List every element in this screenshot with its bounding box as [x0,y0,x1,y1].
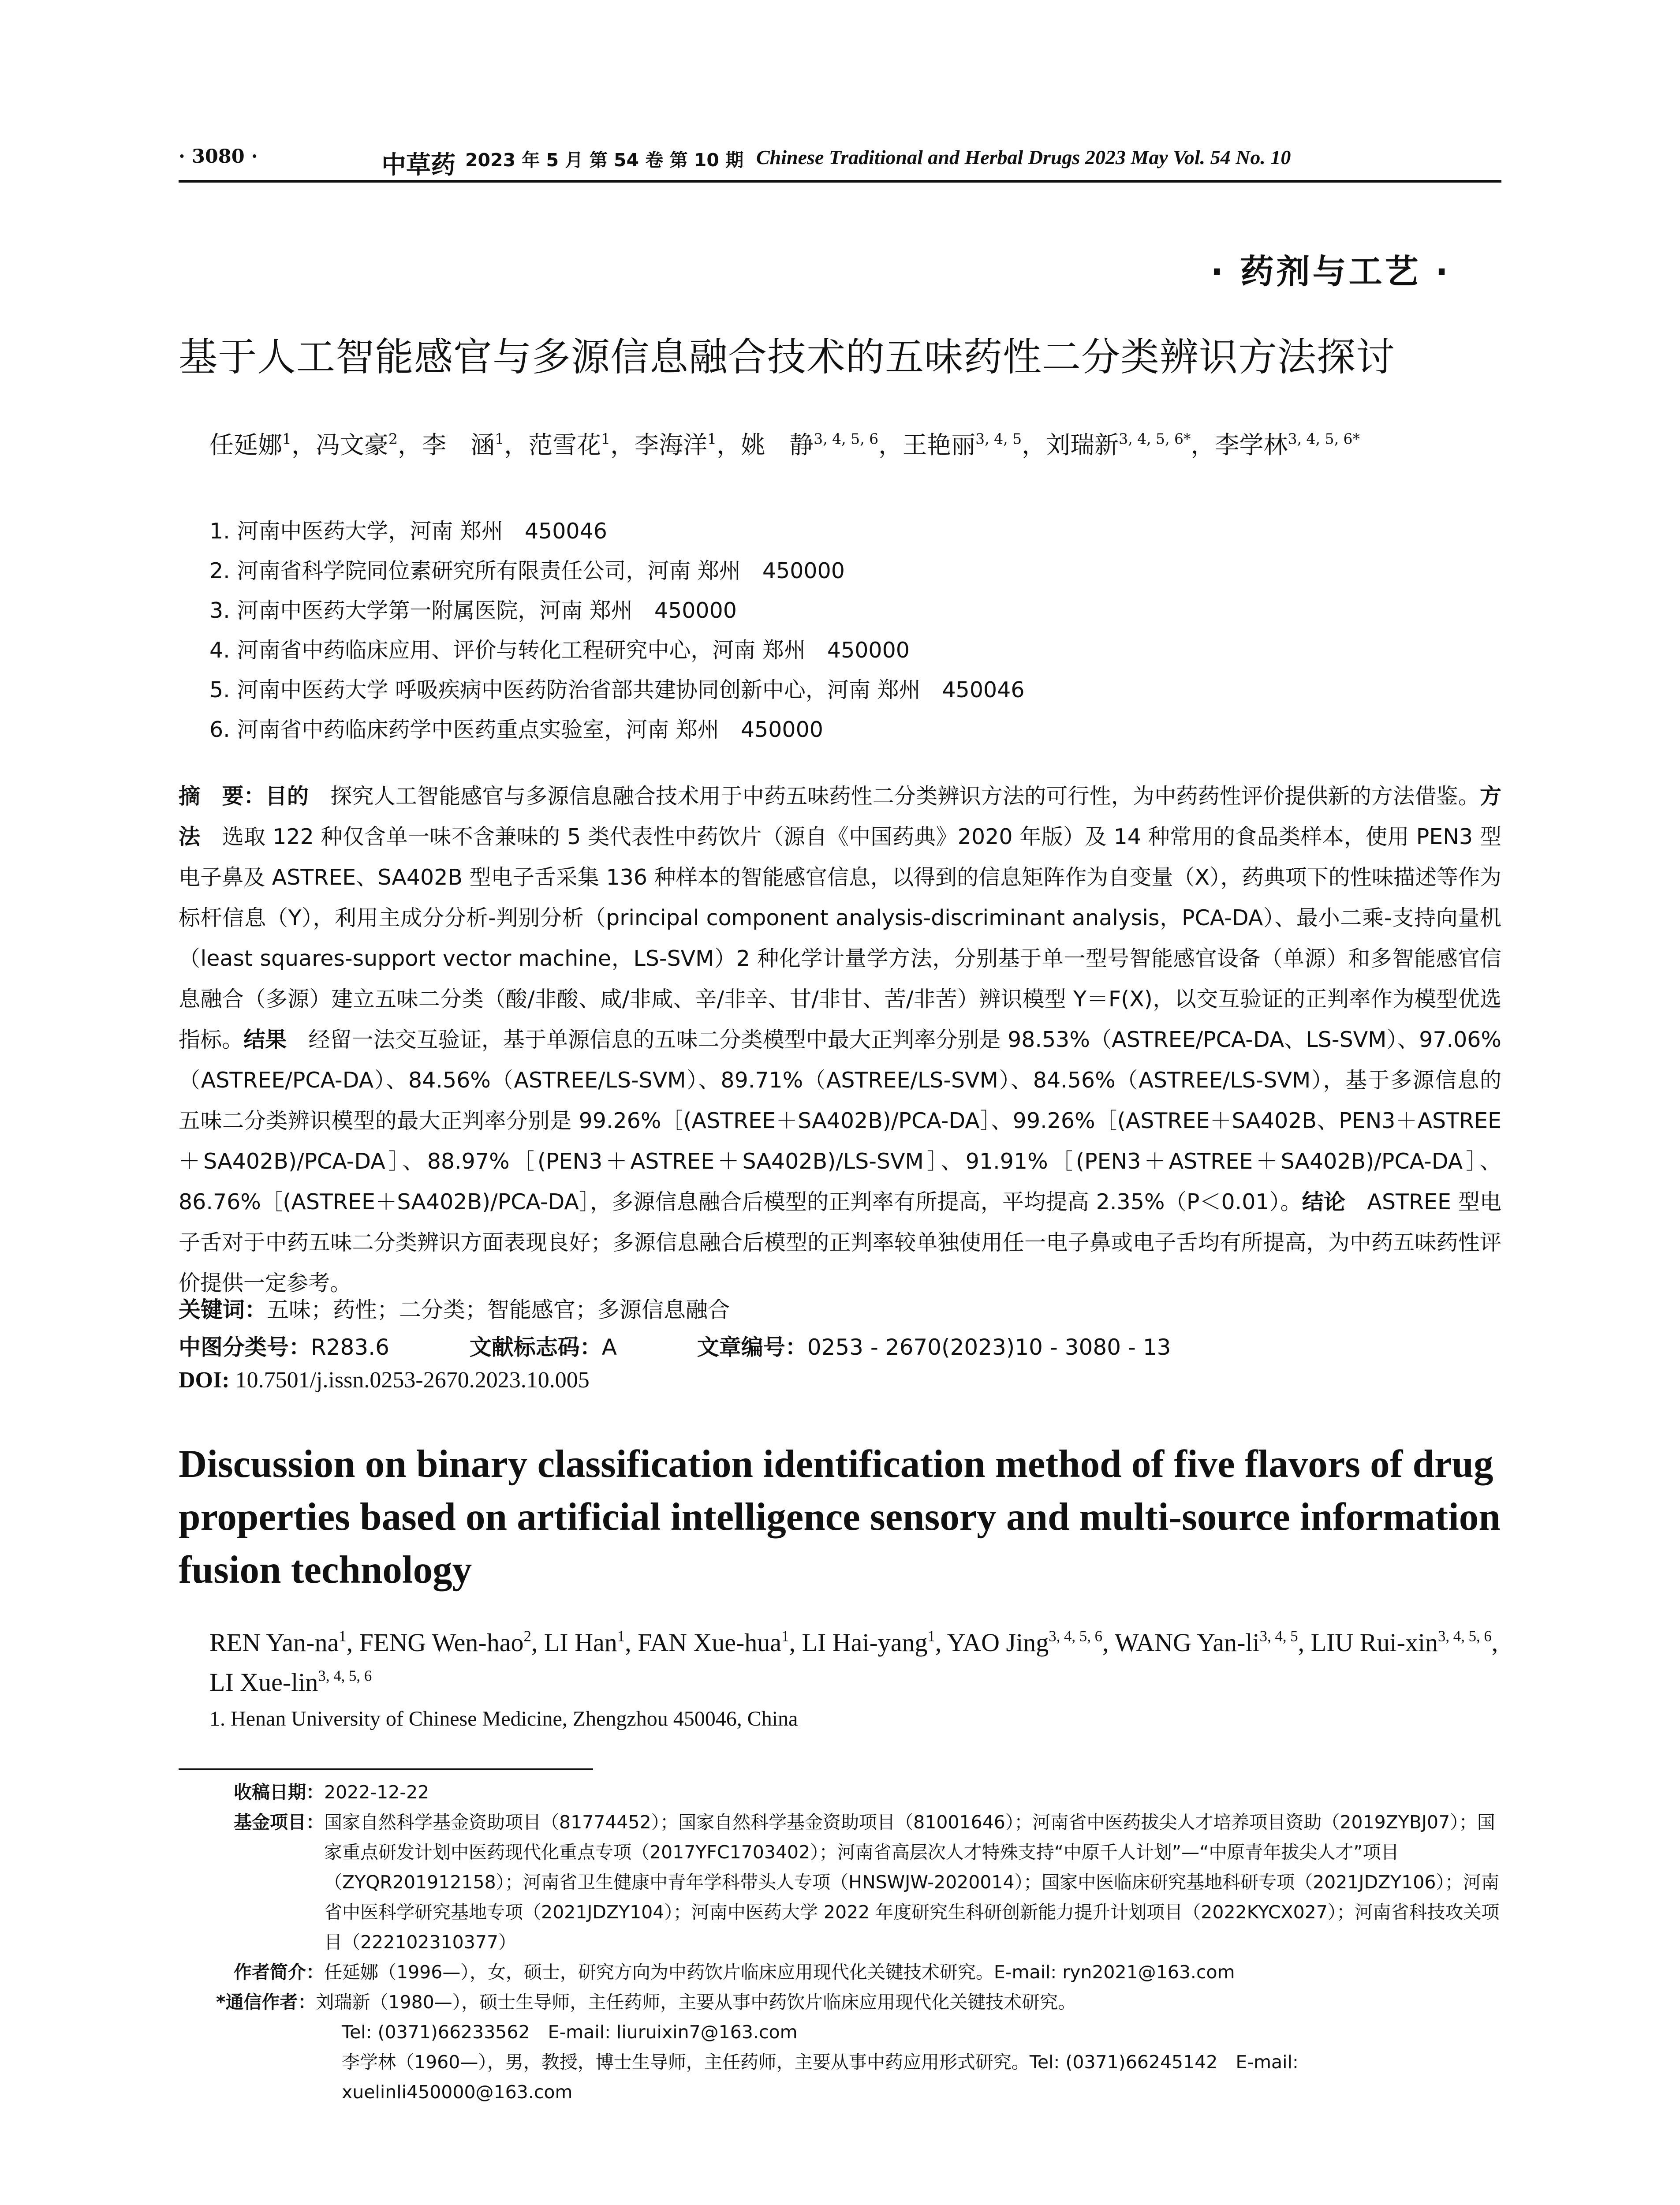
en-author [544,1628,625,1657]
cn-author-affiliation-mark: 1 [282,430,292,448]
affiliation-cn-item: 5. 河南中医药大学 呼吸疾病中医药防治省部共建协同创新中心，河南 郑州 450046 [209,677,1025,703]
corresponding-author [216,1987,1504,2017]
cn-author [209,431,291,459]
cn-author [528,431,610,459]
footnote-divider [179,1768,593,1770]
cn-author [316,431,398,459]
result-text: 经留一法交互验证，基于单源信息的五味二分类模型中最大正判率分别是 98.53%（ASTREE/PCA-DA、LS-SVM）、97.06%（ASTREE/PCA-DA）、84.56%（ASTREE/LS-SVM）、89.71%（ASTREE/LS-SVM）、84.56%（ASTREE/LS-SVM），基于多源信息的五味二分类辨识模型的最大正判率分别是 99.26%［(ASTREE＋SA402B)/PCA-DA］、99.26%［(ASTREE＋SA402B、PEN3＋ASTREE＋SA402B)/PCA-DA］、88.97%［(PEN3＋ASTREE＋SA402B)/LS-SVM］、91.91%［(PEN3＋ASTREE＋SA402B)/PCA-DA］、86.76%［(ASTREE＋SA402B)/PCA-DA］，多源信息融合后模型的正判率有所提高，平均提高 2.35%（P＜0.01）。 [179,1027,1501,1215]
purpose-label: 目的 [265,784,309,809]
cn-author [1215,431,1360,459]
received-date [234,1777,1504,1807]
running-header [179,140,1501,183]
cn-author-name: 姚 静 [741,431,814,459]
en-author-name: WANG Yan-li [1114,1628,1260,1657]
en-author-affiliation-mark: 3, 4, 5, 6 [1049,1627,1102,1645]
en-author [802,1628,935,1657]
doi-line [179,1367,590,1393]
cn-author-affiliation-mark: 2 [388,430,398,448]
cn-author-affiliation-mark: 3, 4, 5 [975,430,1022,448]
cn-author-name: 李 涵 [422,431,495,459]
en-author-name: REN Yan-na [209,1628,339,1657]
keywords-line [179,1292,730,1324]
affiliation-cn-item: 6. 河南省中药临床药学中医药重点实验室，河南 郑州 450000 [209,717,823,742]
issue-cn: 2023 年 5 月 第 54 卷 第 10 期 [465,149,744,171]
affiliation-cn-item: 4. 河南省中药临床应用、评价与转化工程研究中心，河南 郑州 450000 [209,638,910,663]
abstract-label: 摘 要： [179,784,265,809]
cn-author-affiliation-mark: 3, 4, 5, 6* [1119,430,1191,448]
clc-label: 中图分类号： [179,1334,311,1360]
doi-label: DOI: [179,1368,230,1393]
journal-name-cn: 中草药 [381,151,455,179]
en-author-name: LI Xue-lin [209,1668,318,1697]
method-text: 选取 122 种仅含单一味不含兼味的 5 类代表性中药饮片（源自《中国药典》2020 年版）及 14 种常用的食品类样本，使用 PEN3 型电子鼻及 ASTREE、SA402B 型电子舌采集 136 种样本的智能感官信息，以得到的信息矩阵作为自变量（X），药典项下的性味描述等作为标杆信息（Y），利用主成分分析-判别分析（principal component analysis-discriminant analysis，PCA-DA）、最小二乘-支持向量机（least squares-support vector machine，LS-SVM）2 种化学计量学方法，分别基于单一型号智能感官设备（单源）和多智能感官信息融合（多源）建立五味二分类（酸/非酸、咸/非咸、辛/非辛、甘/非甘、苦/非苦）辨识模型 Y＝F(X)，以交互验证的正判率作为模型优选指标。 [179,824,1501,1052]
fund-label: 基金项目： [234,1812,324,1833]
en-author [947,1628,1102,1657]
article-no-label: 文章编号： [697,1334,807,1360]
en-author [1311,1628,1492,1657]
conclusion-text: ASTREE 型电子舌对于中药五味二分类辨识方面表现良好；多源信息融合后模型的正判率较单独使用任一电子鼻或电子舌均有所提高，为中药五味药性评价提供一定参考。 [179,1189,1501,1296]
method-label: 方法 [179,784,1501,849]
conclusion-label: 结论 [1302,1189,1346,1215]
doc-code-value: A [601,1334,617,1360]
en-author [209,1628,347,1657]
cn-author-affiliation-mark: 1 [707,430,717,448]
page-number: · 3080 · [179,146,258,168]
cn-author-affiliation-mark: 1 [495,430,504,448]
classification-line [179,1330,1171,1361]
journal-name-en: Chinese Traditional and Herbal Drugs 2023 May Vol. 54 No. 10 [756,146,1291,168]
doi-value[interactable]: 10.7501/j.issn.0253-2670.2023.10.005 [235,1368,590,1393]
cn-author [741,431,878,459]
cn-author-affiliation-mark: 3, 4, 5, 6* [1288,430,1360,448]
cn-author [903,431,1022,459]
fund-value: 国家自然科学基金资助项目（81774452）；国家自然科学基金资助项目（81001646）；河南省中医药拔尖人才培养项目资助（2019ZYBJ07）；国家重点研发计划中医药现代化重点专项（2017YFC1703402）；河南省高层次人才特殊支持“中原千人计划”—“中原青年拔尖人才”项目（ZYQR201912158）；河南省卫生健康中青年学科带头人专项（HNSWJW-2020014）；国家中医临床研究基地科研专项（2021JDZY106）；河南省中医科学研究基地专项（2021JDZY104）；河南中医药大学 2022 年度研究生科研创新能力提升计划项目（2022KYCX027）；河南省科技攻关项目（222102310377） [324,1812,1500,1953]
en-author-affiliation-mark: 1 [617,1627,625,1645]
received-value: 2022-12-22 [324,1782,429,1803]
author-bio-value: 任延娜（1996—），女，硕士，研究方向为中药饮片临床应用现代化关键技术研究。E-mail: ryn2021@163.com [324,1962,1235,1983]
en-author-affiliation-mark: 1 [339,1627,347,1645]
en-author-affiliation-mark: 1 [927,1627,935,1645]
received-label: 收稿日期： [234,1782,324,1803]
en-author-affiliation-mark: 1 [781,1627,789,1645]
cn-author-affiliation-mark: 1 [601,430,611,448]
corresponding-1-contact: Tel: (0371)66233562 E-mail: liuruixin7@163.com [342,2022,798,2043]
title-cn: 基于人工智能感官与多源信息融合技术的五味药性二分类辨识方法探讨 [179,334,1396,380]
corresponding-1: 刘瑞新（1980—），硕士生导师，主任药师，主要从事中药饮片临床应用现代化关键技术研究。 [316,1992,1076,2013]
authors-en: REN Yan-$na^1$, FENG Wen-hao$^2$, LI Han$^1$, FAN Xue-hua$^1$, LI Hai-yang$^1$, YAO Jing$^{3, 4, 5, 6}$, WANG Yan-li$^{3, 4, 5}$, LIU Rui-xin$^{3, 4, 5, 6}$, LI Xue-lin$^{3, 4, 5, 6}$ [209,1627,1498,1697]
cn-author-name: 李海洋 [635,431,708,459]
keywords-label: 关键词： [179,1297,267,1323]
en-author [209,1668,372,1697]
keywords-value: 五味；药性；二分类；智能感官；多源信息融合 [267,1297,730,1323]
clc-value: R283.6 [311,1334,389,1360]
affiliation-cn-item: 1. 河南中医药大学，河南 郑州 450046 [209,519,607,544]
en-author-name: FENG Wen-hao [359,1628,524,1657]
doc-code-label: 文献标志码： [469,1334,602,1360]
corresponding-2: 李学林（1960—），男，教授，博士生导师，主任药师，主要从事中药应用形式研究。Tel: (0371)66245142 E-mail: xuelinli450000@163.com [342,2052,1299,2103]
corresponding-label: *通信作者： [216,1992,316,2013]
en-author-affiliation-mark: 3, 4, 5, 6 [318,1667,372,1685]
en-author-affiliation-mark: 3, 4, 5, 6 [1438,1627,1492,1645]
result-label: 结果 [243,1027,287,1052]
affiliations-cn [209,512,1510,750]
en-author [1115,1628,1298,1657]
author-bio-label: 作者简介： [234,1962,324,1983]
fund-info [234,1807,1504,1957]
author-bio [234,1957,1504,1987]
authors-cn: 任延娜$^1$，冯文豪$^2$，李 涵$^1$，范雪花$^1$，李海洋$^1$，姚 静$^{3, 4, 5, 6}$，王艳丽$^{3, 4, 5}$，刘瑞新$^{3, 4, 5, 6*}$，李学林$^{3, 4, 5, 6*}$ [209,430,1360,459]
cn-author-name: 李学林 [1215,431,1288,459]
footnotes [216,1777,1504,2107]
abstract-cn [179,776,1501,1304]
affiliation-cn-item: 2. 河南省科学院同位素研究所有限责任公司，河南 郑州 450000 [209,558,845,583]
cn-author [1046,431,1191,459]
en-author-affiliation-mark: 3, 4, 5 [1259,1627,1298,1645]
article-no-value: 0253 - 2670(2023)10 - 3080 - 13 [807,1334,1171,1360]
en-author [359,1628,531,1657]
title-en: Discussion on binary classification identification method of five flavors of drug properties based on artificial intelligence sensory and multi-source information fusion technology [179,1443,1501,1592]
cn-author-affiliation-mark: 3, 4, 5, 6 [814,430,879,448]
cn-author [635,431,717,459]
cn-author-name: 王艳丽 [903,431,976,459]
affiliation-en: 1. Henan University of Chinese Medicine, Zhengzhou 450046, China [209,1707,798,1730]
en-author-name: LI Han [544,1628,617,1657]
en-author-name: FAN Xue-hua [638,1628,782,1657]
en-author-name: YAO Jing [947,1628,1049,1657]
en-author [638,1628,789,1657]
section-label: · 药剂与工艺 · [1210,252,1451,291]
affiliation-cn-item: 3. 河南中医药大学第一附属医院，河南 郑州 450000 [209,598,737,623]
en-author-name: LI Hai-yang [802,1628,928,1657]
en-author-affiliation-mark: 2 [523,1627,531,1645]
cn-author-name: 范雪花 [528,431,601,459]
en-author-name: LIU Rui-xin [1310,1628,1438,1657]
cn-author-name: 刘瑞新 [1046,431,1119,459]
cn-author-name: 任延娜 [209,431,283,459]
cn-author [422,431,504,459]
cn-author-name: 冯文豪 [316,431,389,459]
purpose-text: 探究人工智能感官与多源信息融合技术用于中药五味药性二分类辨识方法的可行性，为中药药性评价提供新的方法借鉴。 [330,784,1480,809]
